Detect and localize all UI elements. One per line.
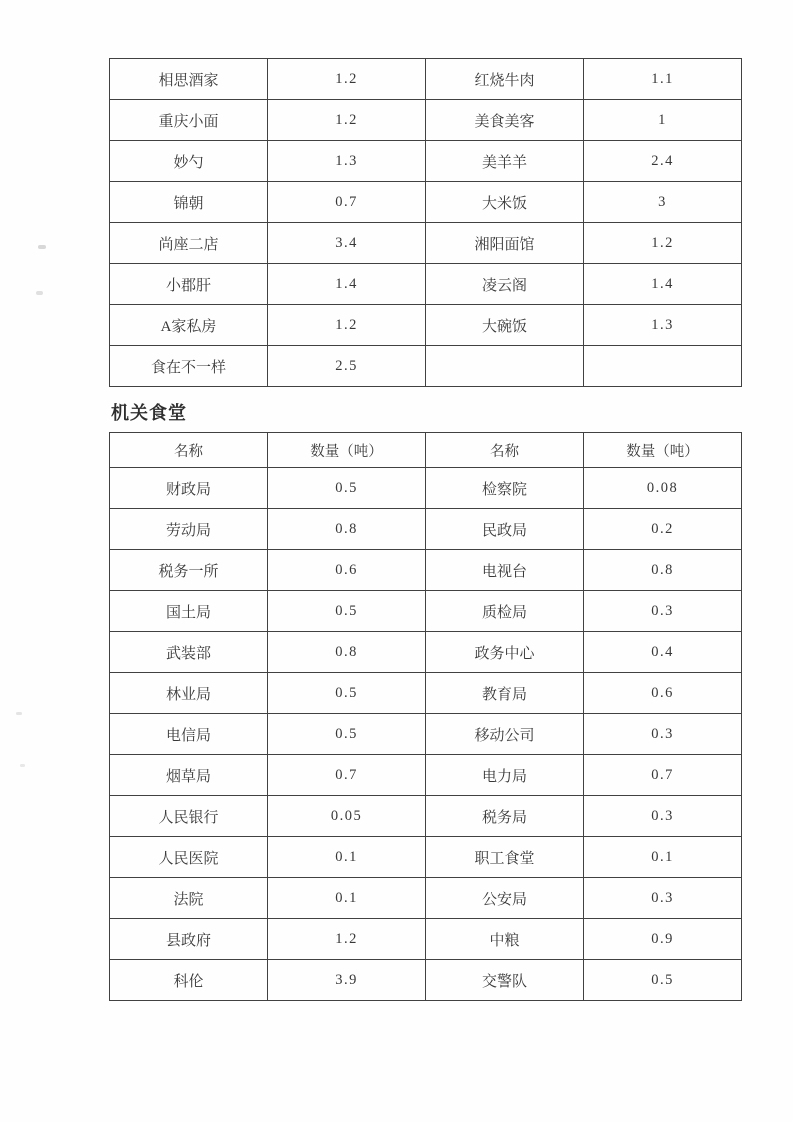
cell-name: 尚座二店: [110, 223, 268, 264]
cell-quantity: 0.4: [584, 632, 742, 673]
cell-name: 科伦: [110, 960, 268, 1001]
cell-name: 大碗饭: [426, 305, 584, 346]
cell-name: 电信局: [110, 714, 268, 755]
cell-quantity: [584, 346, 742, 387]
cell-name: 财政局: [110, 468, 268, 509]
cell-name: 大米饭: [426, 182, 584, 223]
cell-quantity: 0.3: [584, 714, 742, 755]
cell-name: 税务局: [426, 796, 584, 837]
cell-quantity: 0.7: [268, 182, 426, 223]
cell-quantity: 1.2: [268, 305, 426, 346]
cell-quantity: 0.5: [584, 960, 742, 1001]
table-row: [110, 141, 742, 182]
cell-quantity: 0.6: [584, 673, 742, 714]
cell-name: 相思酒家: [110, 59, 268, 100]
cell-quantity: 0.3: [584, 591, 742, 632]
cell-quantity: 0.5: [268, 673, 426, 714]
table-row: [110, 550, 742, 591]
cell-quantity: 0.08: [584, 468, 742, 509]
cell-name: 红烧牛肉: [426, 59, 584, 100]
table-row: [110, 960, 742, 1001]
table-header-row: [110, 433, 742, 468]
col-header-name: 名称: [110, 433, 268, 468]
scan-speck: [16, 712, 22, 715]
cell-quantity: 1.2: [268, 919, 426, 960]
table-row: [110, 796, 742, 837]
cafeteria-quantity-table: [109, 432, 742, 1001]
cell-quantity: 1.3: [584, 305, 742, 346]
cell-name: 县政府: [110, 919, 268, 960]
table-row: [110, 182, 742, 223]
table-row: [110, 714, 742, 755]
cell-quantity: 1.3: [268, 141, 426, 182]
cell-name: 美羊羊: [426, 141, 584, 182]
col-header-quantity: 数量（吨）: [268, 433, 426, 468]
col-header-quantity: 数量（吨）: [584, 433, 742, 468]
cell-quantity: 0.7: [268, 755, 426, 796]
cell-quantity: 0.7: [584, 755, 742, 796]
table-row: [110, 59, 742, 100]
cell-name: A家私房: [110, 305, 268, 346]
table-row: [110, 468, 742, 509]
cell-name: 民政局: [426, 509, 584, 550]
table-row: [110, 305, 742, 346]
cell-name: 凌云阁: [426, 264, 584, 305]
cell-name: 人民医院: [110, 837, 268, 878]
cell-quantity: 1.2: [584, 223, 742, 264]
cell-quantity: 1: [584, 100, 742, 141]
cell-name: 电视台: [426, 550, 584, 591]
table-row: [110, 223, 742, 264]
cell-quantity: 2.5: [268, 346, 426, 387]
cell-name: 法院: [110, 878, 268, 919]
cell-quantity: 1.4: [268, 264, 426, 305]
scan-speck: [36, 291, 43, 295]
cell-name: 移动公司: [426, 714, 584, 755]
cell-name: 电力局: [426, 755, 584, 796]
cell-quantity: 3: [584, 182, 742, 223]
cell-name: 武装部: [110, 632, 268, 673]
cell-name: 检察院: [426, 468, 584, 509]
cell-name: 锦朝: [110, 182, 268, 223]
table-row: [110, 755, 742, 796]
restaurant-quantity-table: [109, 58, 742, 387]
cell-quantity: 0.1: [584, 837, 742, 878]
cell-quantity: 0.3: [584, 878, 742, 919]
cell-name: 人民银行: [110, 796, 268, 837]
table-row: [110, 919, 742, 960]
cell-name: 职工食堂: [426, 837, 584, 878]
table-row: [110, 837, 742, 878]
cell-quantity: 1.4: [584, 264, 742, 305]
cell-quantity: 0.2: [584, 509, 742, 550]
section-heading: 机关食堂: [111, 403, 187, 423]
table-row: [110, 878, 742, 919]
cell-quantity: 0.8: [268, 509, 426, 550]
table-row: [110, 673, 742, 714]
cell-quantity: 2.4: [584, 141, 742, 182]
cell-name: 林业局: [110, 673, 268, 714]
table-row: [110, 509, 742, 550]
col-header-name: 名称: [426, 433, 584, 468]
cell-quantity: 0.9: [584, 919, 742, 960]
cell-name: 中粮: [426, 919, 584, 960]
cell-name: 湘阳面馆: [426, 223, 584, 264]
cell-name: 美食美客: [426, 100, 584, 141]
table-row: [110, 346, 742, 387]
cell-quantity: 0.6: [268, 550, 426, 591]
cell-quantity: 0.8: [584, 550, 742, 591]
cell-name: 食在不一样: [110, 346, 268, 387]
cell-name: 重庆小面: [110, 100, 268, 141]
cell-name: 小郡肝: [110, 264, 268, 305]
cell-name: 烟草局: [110, 755, 268, 796]
scan-speck: [38, 245, 46, 249]
cell-quantity: 0.5: [268, 468, 426, 509]
table-row: [110, 632, 742, 673]
cell-quantity: 0.8: [268, 632, 426, 673]
cell-quantity: 3.9: [268, 960, 426, 1001]
cell-name: [426, 346, 584, 387]
cell-name: 税务一所: [110, 550, 268, 591]
cell-quantity: 0.1: [268, 837, 426, 878]
table-row: [110, 100, 742, 141]
cell-name: 劳动局: [110, 509, 268, 550]
cell-quantity: 1.2: [268, 100, 426, 141]
cell-name: 国土局: [110, 591, 268, 632]
cell-name: 妙勺: [110, 141, 268, 182]
cell-name: 质检局: [426, 591, 584, 632]
table-row: [110, 264, 742, 305]
cell-name: 交警队: [426, 960, 584, 1001]
cell-quantity: 1.1: [584, 59, 742, 100]
cell-quantity: 0.3: [584, 796, 742, 837]
cell-quantity: 1.2: [268, 59, 426, 100]
cell-quantity: 3.4: [268, 223, 426, 264]
scan-speck: [20, 764, 25, 767]
cell-name: 教育局: [426, 673, 584, 714]
cell-quantity: 0.1: [268, 878, 426, 919]
cell-quantity: 0.5: [268, 591, 426, 632]
cell-quantity: 0.05: [268, 796, 426, 837]
cell-name: 政务中心: [426, 632, 584, 673]
cell-quantity: 0.5: [268, 714, 426, 755]
table-row: [110, 591, 742, 632]
cell-name: 公安局: [426, 878, 584, 919]
